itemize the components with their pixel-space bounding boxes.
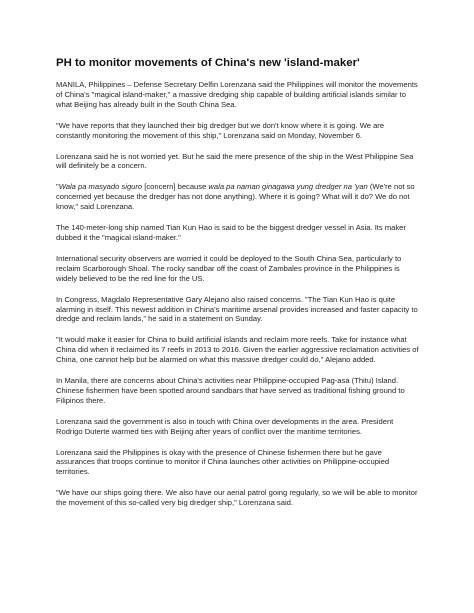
article-paragraph-5: The 140-meter-long ship named Tian Kun Hao is said to be the biggest dredger vessel in Asia. Its maker dubbed it the "magical island-maker." [56, 223, 406, 242]
article-paragraph-6: International security observers are worried it could be deployed to the South China Sea, particularly to reclaim Scarborough Shoal. The rocky sandbar off the coast of Zambales province in the Philippines is widely believed to be the red line for the US. [56, 253, 402, 283]
quote-text-1: [concern] because [142, 182, 209, 192]
tagalog-quote-1: Wala pa masyado siguro [58, 182, 143, 192]
article-body [56, 56, 420, 519]
article-paragraph-7: In Congress, Magdalo Representative Gary Alejano also raised concerns. "The Tian Kun Hao is quite alarming in itself. This newest addition in China's maritime arsenal provides increased and faster capacity to dredge and reclaim lands," he said in a statement on Sunday. [56, 294, 418, 324]
quote-text-2: (We're not so concerned yet because the dredger has not done anything). Where it is going? What will it do? We do not know," said Lorenzana. [56, 182, 415, 212]
article-paragraph-11: Lorenzana said the Philippines is okay with the presence of Chinese fishermen there but he gave assurances that troops continue to monitor if China launches other activities on Philippine-occupied territories. [56, 447, 390, 477]
article-paragraph-3: Lorenzana said he is not worried yet. But he said the mere presence of the ship in the West Philippine Sea will definitely be a concern. [56, 151, 414, 171]
quote-open-mark: " [56, 182, 59, 192]
article-paragraph-10: Lorenzana said the government is also in touch with China over developments in the area. President Rodrigo Duterte warmed ties with Beijing after years of conflict over the maritime territories. [56, 416, 394, 436]
article-title: PH to monitor movements of China's new 'island-maker' [56, 57, 360, 69]
article-paragraph-12: "We have our ships going there. We also have our aerial patrol going regularly, so we will be able to monitor the movement of this so-called very big dredger ship," Lorenzana said. [56, 488, 418, 508]
article-paragraph-8: "It would make it easier for China to build artificial islands and reclaim more reefs. Take for instance what China did when it reclaimed its 7 reefs in 2013 to 2016. Given the earlier aggressive reclamation activities of China, one cannot help but be alarmed on what this massive dredger could do," Alejano added. [56, 335, 419, 365]
tagalog-quote-2: wala pa naman ginagawa yung dredger na 'yan [208, 182, 368, 192]
article-paragraph-4-quote [56, 182, 420, 212]
article-paragraph-2: "We have reports that they launched their big dredger but we don't know where it is going. We are constantly monitoring the movement of this ship," Lorenzana said on Monday, November 6. [56, 120, 385, 140]
article-paragraph-9: In Manila, there are concerns about China's activities near Philippine-occupied Pag-asa (Thitu) Island. Chinese fishermen have been spotted around sandbars that have served as traditional fishing ground to Filipinos there. [56, 376, 405, 405]
article-paragraph-1: MANILA, Philippines – Defense Secretary Delfin Lorenzana said the Philippines will monitor the movements of China's "magical island-maker," a massive dredging ship capable of building artificial islands similar to what Beijing has already built in the South China Sea. [56, 80, 418, 109]
